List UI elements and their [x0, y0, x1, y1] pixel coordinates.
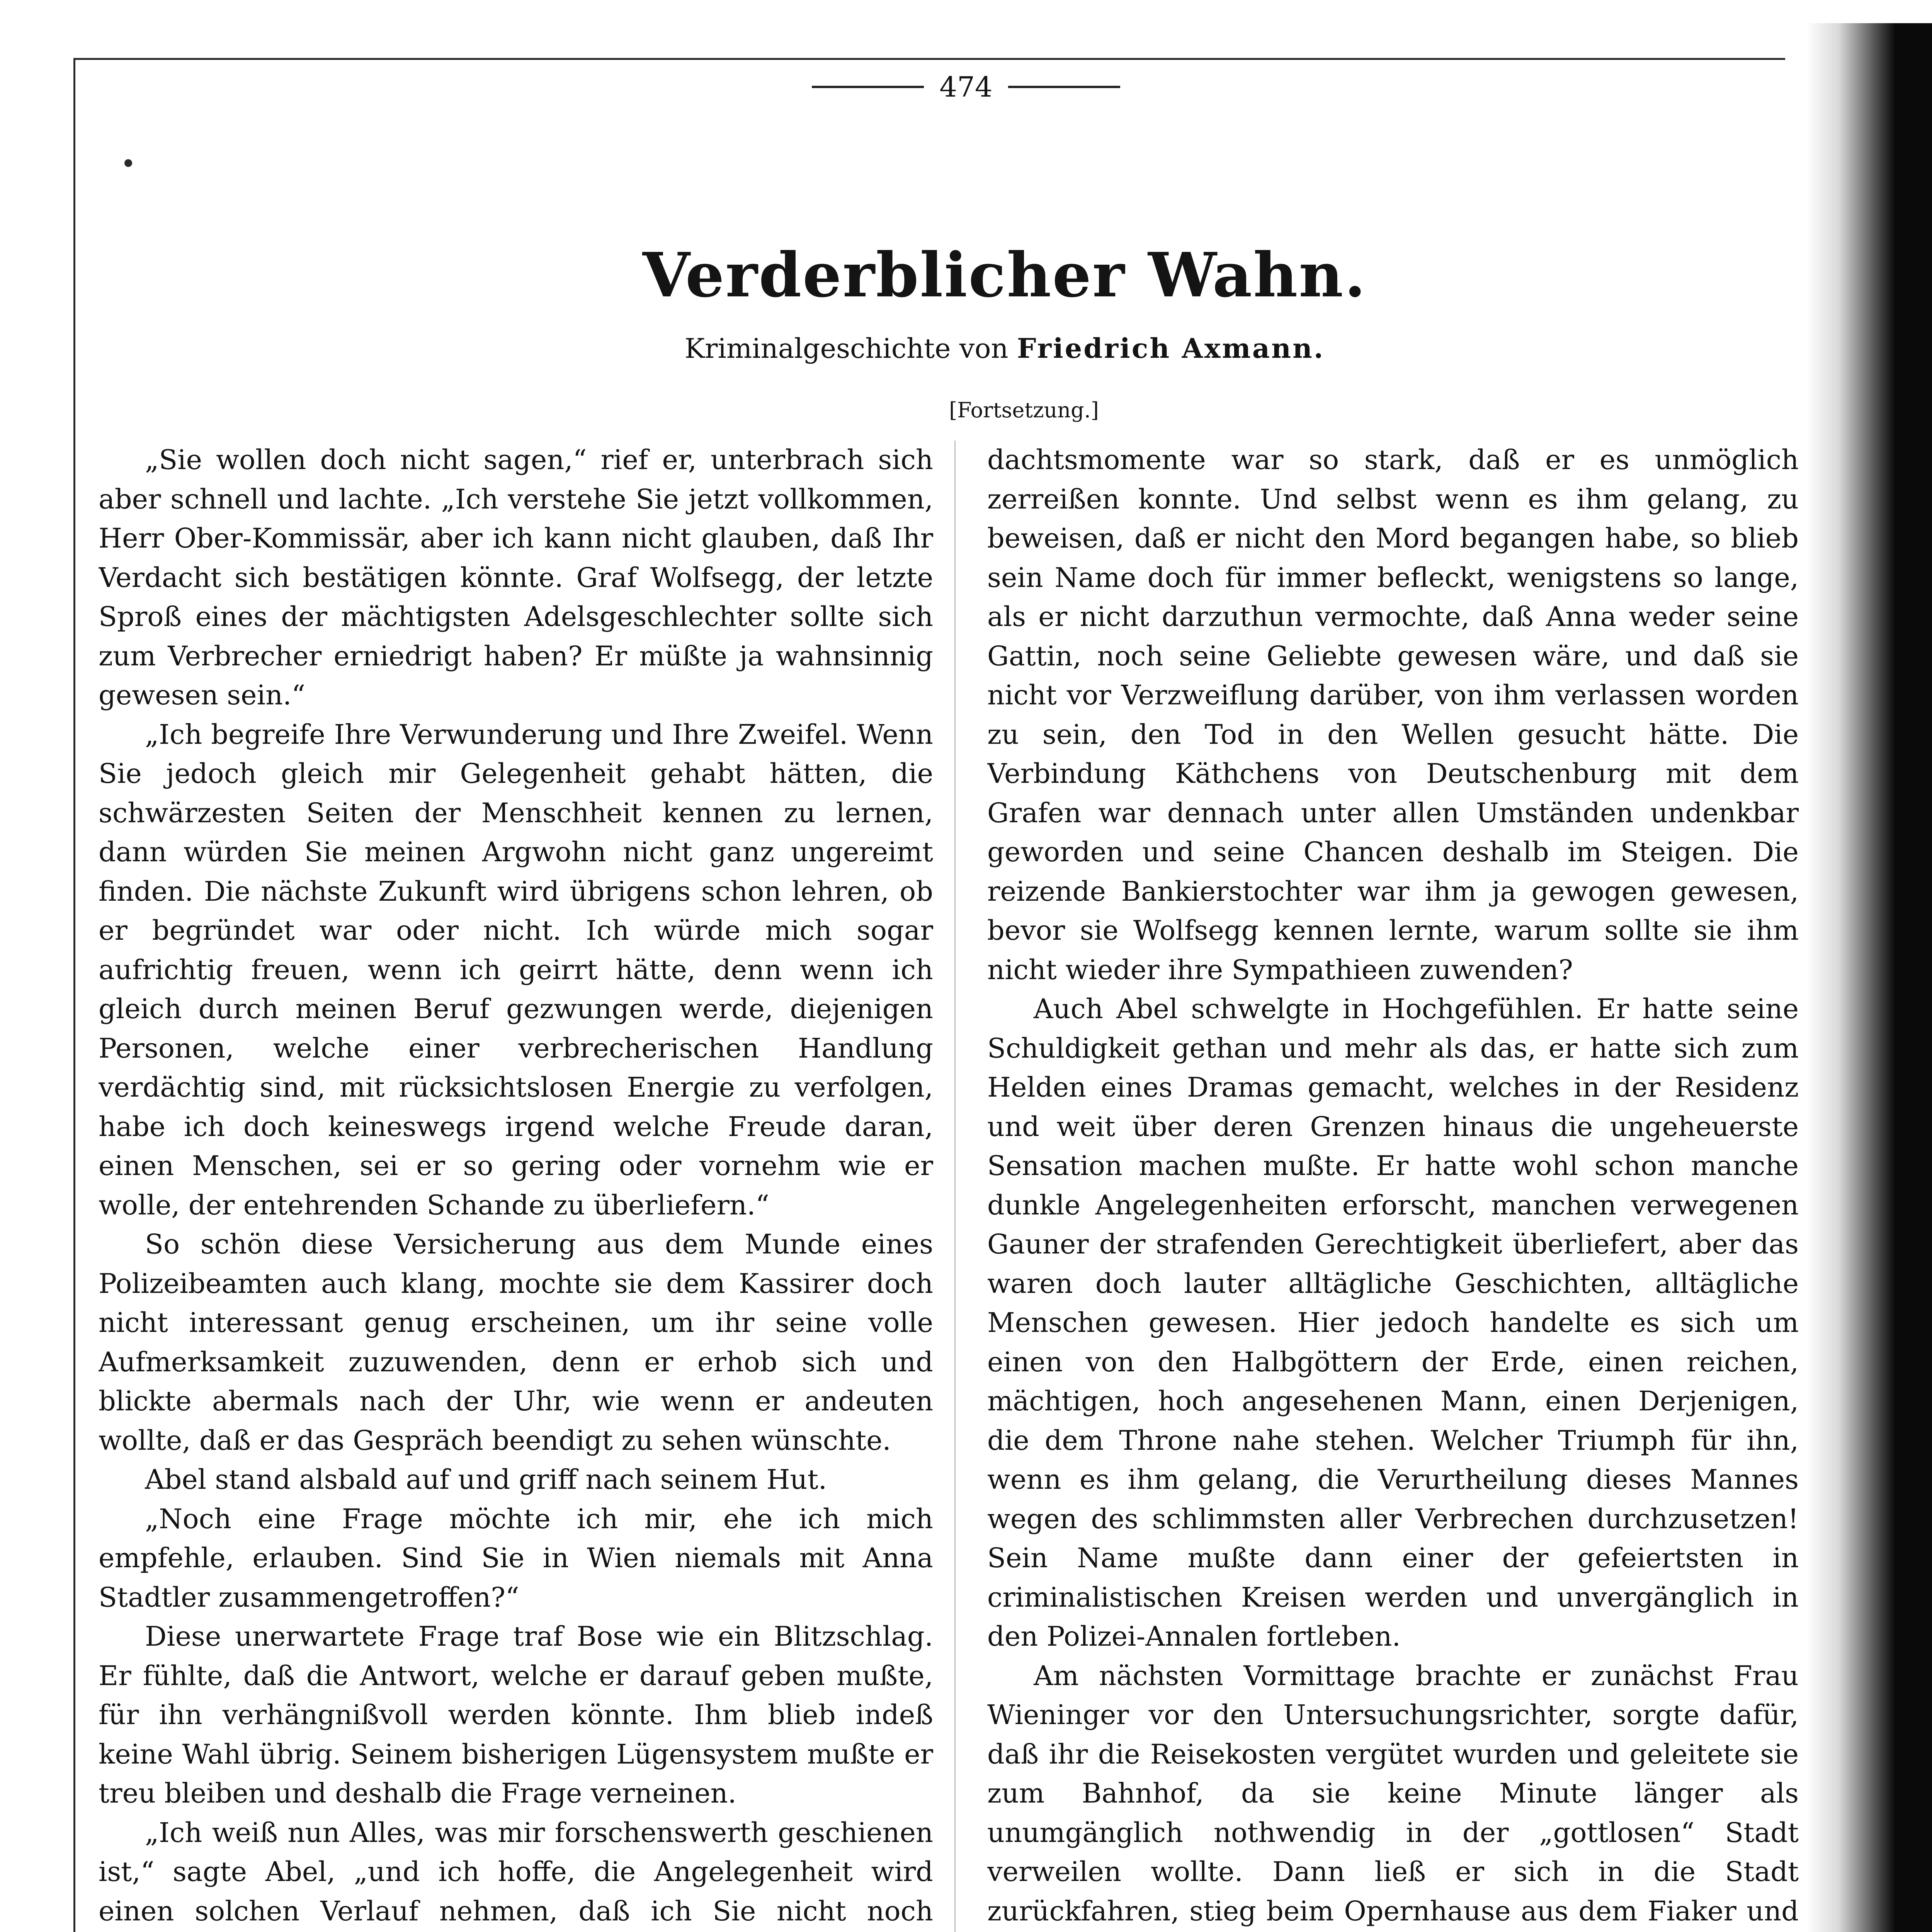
story-subtitle [425, 332, 1584, 364]
paragraph: dachtsmomente war so stark, daß er es unmöglich zerreißen konnte. Und selbst wenn es ihm gelang, zu beweisen, daß er nicht den Mord begangen habe, so blieb sein Name doch für immer befleckt, wenigstens so lange, als er nicht darzuthun vermochte, daß Anna weder seine Gattin, noch seine Geliebte gewesen wäre, und daß sie nicht vor Verzweiflung darüber, von ihm verlassen worden zu sein, den Tod in den Wellen gesucht hätte. Die Verbindung Käthchens von Deutschenburg mit dem Grafen war dennach unter allen Umständen undenkbar geworden und seine Chancen deshalb im Steigen. Die reizende Bankierstochter war ihm ja gewogen gewesen, bevor sie Wolfsegg kennen lernte, warum sollte sie ihm nicht wieder ihre Sympathieen zuwenden? [987, 444, 1799, 986]
page-header [773, 70, 1159, 104]
paragraph: Auch Abel schwelgte in Hochgefühlen. Er hatte seine Schuldigkeit gethan und mehr als das, er hatte sich zum Helden eines Dramas gemacht, welches in der Residenz und weit über deren Grenzen hinaus die ungeheuerste Sensation machen mußte. Er hatte wohl schon manche dunkle Angelegenheiten erforscht, manchen verwegenen Gauner der strafenden Gerechtigkeit überliefert, aber das waren doch lauter alltägliche Geschichten, alltägliche Menschen gewesen. Hier jedoch handelte es sich um einen von den Halbgöttern der Erde, einen reichen, mächtigen, hoch angesehenen Mann, einen Derjenigen, die dem Throne nahe stehen. Welcher Triumph für ihn, wenn es ihm gelang, die Verurtheilung dieses Mannes wegen des schlimmsten aller Verbrechen durchzusetzen! Sein Name mußte dann einer der gefeiertsten in criminalistischen Kreisen werden und unvergänglich in den Polizei-Annalen fortleben. [987, 993, 1799, 1652]
header-rule-left [812, 86, 924, 88]
story-title: Verderblicher Wahn. [642, 240, 1367, 311]
paragraph: Diese unerwartete Frage traf Bose wie ein Blitzschlag. Er fühlte, daß die Antwort, welche er darauf geben mußte, für ihn verhängnißvoll werden könnte. Ihm blieb indeß keine Wahl übrig. Seinem bisherigen Lügensystem mußte er treu bleiben und deshalb die Frage verneinen. [99, 1621, 933, 1809]
paragraph: „Ich begreife Ihre Verwunderung und Ihre Zweifel. Wenn Sie jedoch gleich mir Gelegenheit gehabt hätten, die schwärzesten Seiten der Menschheit kennen zu lernen, dann würden Sie meinen Argwohn nicht ganz ungereimt finden. Die nächste Zukunft wird übrigens schon lehren, ob er begründet war oder nicht. Ich würde mich sogar aufrichtig freuen, wenn ich geirrt hätte, denn wenn ich gleich durch meinen Beruf gezwungen werde, diejenigen Personen, welche einer verbrecherischen Handlung verdächtig sind, mit rücksichtslosen Energie zu verfolgen, habe ich doch keineswegs irgend welche Freude daran, einen Menschen, sei er so gering oder vornehm wie er wolle, der entehrenden Schande zu überliefern.“ [99, 718, 933, 1221]
paragraph: „Sie wollen doch nicht sagen,“ rief er, unterbrach sich aber schnell und lachte. „Ich verstehe Sie jetzt vollkommen, Herr Ober-Kommissär, aber ich kann nicht glauben, daß Ihr Verdacht sich bestätigen könnte. Graf Wolfsegg, der letzte Sproß eines der mächtigsten Adelsgeschlechter sollte sich zum Verbrecher erniedrigt haben? Er müßte ja wahnsinnig gewesen sein.“ [99, 444, 933, 711]
paragraph: „Noch eine Frage möchte ich mir, ehe ich mich empfehle, erlauben. Sind Sie in Wien niemals mit Anna Stadtler zusammengetroffen?“ [99, 1503, 933, 1613]
text-column-left [99, 440, 933, 1932]
binding-shadow [1806, 23, 1932, 1932]
paragraph: So schön diese Versicherung aus dem Munde eines Polizeibeamten auch klang, mochte sie dem Kassirer doch nicht interessant genug erscheinen, um ihr seine volle Aufmerksamkeit zuzuwenden, denn er erhob sich und blickte abermals nach der Uhr, wie wenn er andeuten wollte, daß er das Gespräch beendigt zu sehen wünschte. [99, 1228, 933, 1456]
text-column-right [987, 440, 1799, 1932]
page-number: 474 [939, 71, 993, 103]
subtitle-prefix: Kriminalgeschichte von [684, 333, 1009, 364]
column-divider [954, 440, 956, 1932]
paragraph: Abel stand alsbald auf und griff nach seinem Hut. [145, 1464, 827, 1495]
paragraph: Am nächsten Vormittage brachte er zunächst Frau Wieninger vor den Untersuchungsrichter, sorgte dafür, daß ihr die Reisekosten vergütet wurden und geleitete sie zum Bahnhof, da sie keine Minute länger als unumgänglich nothwendig in der „gottlosen“ Stadt verweilen wollte. Dann ließ er sich in die Stadt zurückfahren, stieg beim Opernhause aus dem Fiaker und [987, 1660, 1799, 1927]
page-frame-top-rule [73, 58, 1785, 60]
page-frame-left-rule [73, 58, 75, 1932]
header-rule-right [1008, 86, 1120, 88]
author-name: Friedrich Axmann. [1017, 332, 1325, 364]
paragraph: „Ich weiß nun Alles, was mir forschenswerth geschienen ist,“ sagte Abel, „und ich hoffe, die Angelegenheit wird einen solchen Verlauf nehmen, daß ich Sie nicht noch [99, 1816, 933, 1927]
ink-dot-mark [124, 159, 132, 167]
continuation-note: [Fortsetzung.] [949, 398, 1099, 422]
